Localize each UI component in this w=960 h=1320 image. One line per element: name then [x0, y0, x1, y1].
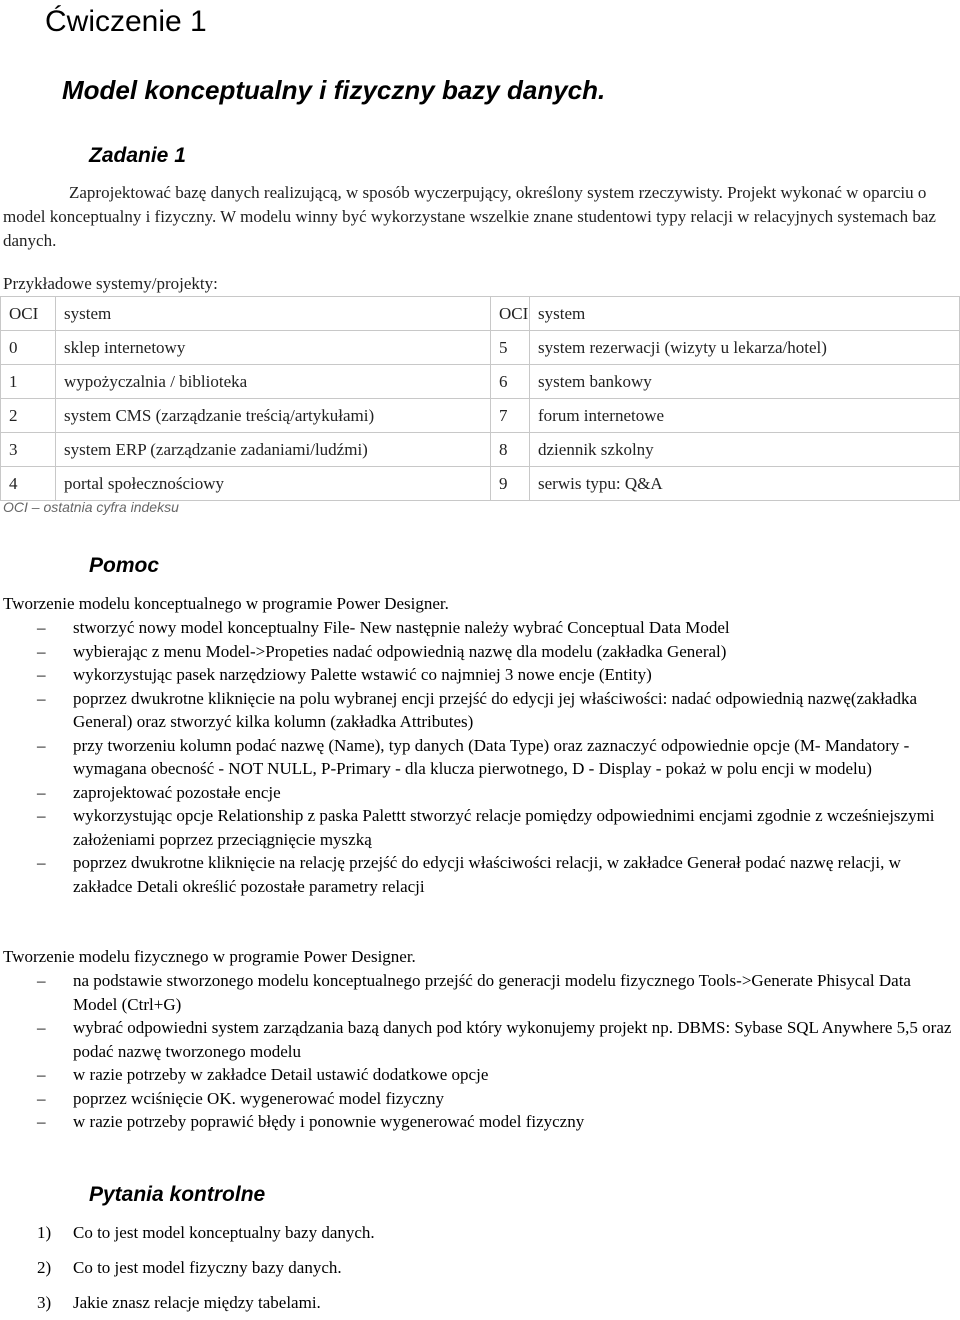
table-row: [1, 331, 960, 365]
list-item-text: wykorzystując opcje Relationship z paska Palettt stworzyć relacje pomiędzy odpowiednimi encjami zgodnie z wcześniejszymi założeniami poprzez przeciągnięcie myszką: [73, 806, 935, 849]
list-item: [0, 781, 958, 805]
table-row: [1, 365, 960, 399]
dash-bullet: –: [37, 853, 46, 872]
list-item-text: wybrać odpowiedni system zarządzania bazą danych pod który wykonujemy projekt np. DBMS: Sybase SQL Anywhere 5,5 oraz podać nazwę tworzonego modelu: [73, 1018, 952, 1061]
table-cell: system CMS (zarządzanie treścią/artykułami): [56, 399, 491, 433]
list-item: [0, 1285, 900, 1320]
table-cell: 4: [1, 467, 56, 501]
table-cell: 7: [491, 399, 530, 433]
questions-list: [0, 1215, 900, 1320]
list-item-text: poprzez dwukrotne kliknięcie na relację przejść do edycji właściwości relacji, w zakładce Generał podać nazwę relacji, w zakładce Detali określić pozostałe parametry relacji: [73, 853, 901, 896]
list-item-text: wykorzystując pasek narzędziowy Palette wstawić co najmniej 3 nowe encje (Entity): [73, 665, 652, 684]
table-cell: 1: [1, 365, 56, 399]
questions-heading: Pytania kontrolne: [89, 1183, 266, 1206]
table-cell: system ERP (zarządzanie zadaniami/ludźmi): [56, 433, 491, 467]
list-item: [0, 687, 958, 734]
table-cell: serwis typu: Q&A: [530, 467, 960, 501]
question-number: 3): [37, 1293, 52, 1312]
question-number: 2): [37, 1258, 52, 1277]
page-subtitle: Model konceptualny i fizyczny bazy danych.: [62, 75, 606, 105]
table-row: [1, 467, 960, 501]
question-number: 1): [37, 1223, 52, 1242]
table-cell: 5: [491, 331, 530, 365]
table-cell: portal społecznościowy: [56, 467, 491, 501]
dash-bullet: –: [37, 688, 46, 708]
list-item: [0, 1215, 900, 1250]
task-heading: Zadanie 1: [89, 144, 186, 167]
physical-intro: Tworzenie modelu fizycznego w programie Power Designer.: [3, 947, 416, 966]
list-item-text: stworzyć nowy model konceptualny File- New następnie należy wybrać Conceptual Data Model: [73, 618, 730, 637]
question-text: Jakie znasz relacje między tabelami.: [73, 1293, 321, 1312]
list-item: [0, 1016, 958, 1063]
conceptual-steps-list: [0, 616, 958, 898]
table-cell: 3: [1, 433, 56, 467]
dash-bullet: –: [37, 971, 46, 990]
table-cell: 6: [491, 365, 530, 399]
task-description: [3, 181, 955, 253]
table-row: [1, 399, 960, 433]
list-item-text: w razie potrzeby poprawić błędy i ponownie wygenerować model fizyczny: [73, 1112, 585, 1131]
list-item-text: przy tworzeniu kolumn podać nazwę (Name), typ danych (Data Type) oraz zaznaczyć odpowiednie opcje (M- Mandatory - wymagana obecność - NOT NULL, P-Primary - dla klucza pierwotnego, D - Display - pokaż w polu encji w modelu): [73, 735, 910, 778]
question-text: Co to jest model fizyczny bazy danych.: [73, 1258, 342, 1277]
table-row: [1, 433, 960, 467]
dash-bullet: –: [37, 735, 46, 755]
table-cell: 8: [491, 433, 530, 467]
table-header-row: [1, 297, 960, 331]
dash-bullet: –: [37, 665, 46, 684]
physical-steps-list: [0, 969, 958, 1134]
list-item: [0, 1063, 958, 1087]
list-item: [0, 734, 958, 781]
table-cell: forum internetowe: [530, 399, 960, 433]
systems-table: [0, 296, 960, 501]
table-header-cell: OCI: [1, 297, 56, 331]
table-cell: sklep internetowy: [56, 331, 491, 365]
table-cell: system rezerwacji (wizyty u lekarza/hotel): [530, 331, 960, 365]
dash-bullet: –: [37, 618, 46, 637]
list-item-text: poprzez dwukrotne kliknięcie na polu wybranej encji przejść do edycji jej właściwości: nadać odpowiednią nazwę(zakładka General) oraz stworzyć kilka kolumn (zakładka Attributes): [73, 688, 917, 731]
list-item: [0, 663, 958, 687]
table-cell: system bankowy: [530, 365, 960, 399]
list-item: [0, 616, 958, 640]
dash-bullet: –: [37, 782, 46, 802]
dash-bullet: –: [37, 806, 46, 825]
dash-bullet: –: [37, 1112, 46, 1131]
table-footnote: OCI – ostatnia cyfra indeksu: [3, 499, 179, 515]
help-heading: Pomoc: [89, 554, 160, 577]
dash-bullet: –: [37, 1065, 46, 1084]
table-cell: dziennik szkolny: [530, 433, 960, 467]
dash-bullet: –: [37, 641, 46, 661]
task-description-text: Zaprojektować bazę danych realizującą, w sposób wyczerpujący, określony system rzeczywisty. Projekt wykonać w oparciu o model konceptualny i fizyczny. W modelu winny być wykorzystane wszelkie znane studentowi typy relacji w relacyjnych systemach baz danych.: [3, 183, 936, 250]
list-item-text: wybierając z menu Model->Propeties nadać odpowiednią nazwę dla modelu (zakładka General): [73, 641, 727, 661]
list-item-text: poprzez wciśnięcie OK. wygenerować model fizyczny: [73, 1088, 445, 1108]
list-item: [0, 969, 958, 1016]
list-item: [0, 804, 958, 851]
table-cell: wypożyczalnia / biblioteka: [56, 365, 491, 399]
dash-bullet: –: [37, 1018, 46, 1037]
list-item: [0, 1087, 958, 1111]
list-item-text: zaprojektować pozostałe encje: [73, 782, 281, 802]
table-cell: 9: [491, 467, 530, 501]
page-title: Ćwiczenie 1: [45, 5, 207, 38]
list-item: [0, 1110, 958, 1134]
list-item: [0, 851, 958, 898]
list-item: [0, 640, 958, 664]
list-item: [0, 1250, 900, 1285]
examples-label: Przykładowe systemy/projekty:: [3, 274, 218, 293]
table-cell: 0: [1, 331, 56, 365]
table-header-cell: system: [530, 297, 960, 331]
table-cell: 2: [1, 399, 56, 433]
table-header-cell: system: [56, 297, 491, 331]
question-text: Co to jest model konceptualny bazy danych.: [73, 1223, 375, 1242]
list-item-text: w razie potrzeby w zakładce Detail ustawić dodatkowe opcje: [73, 1065, 489, 1084]
conceptual-intro: Tworzenie modelu konceptualnego w programie Power Designer.: [3, 594, 449, 613]
dash-bullet: –: [37, 1088, 46, 1108]
list-item-text: na podstawie stworzonego modelu konceptualnego przejść do generacji modelu fizycznego Tools->Generate Phisycal Data Model (Ctrl+G): [73, 971, 911, 1014]
table-header-cell: OCI: [491, 297, 530, 331]
